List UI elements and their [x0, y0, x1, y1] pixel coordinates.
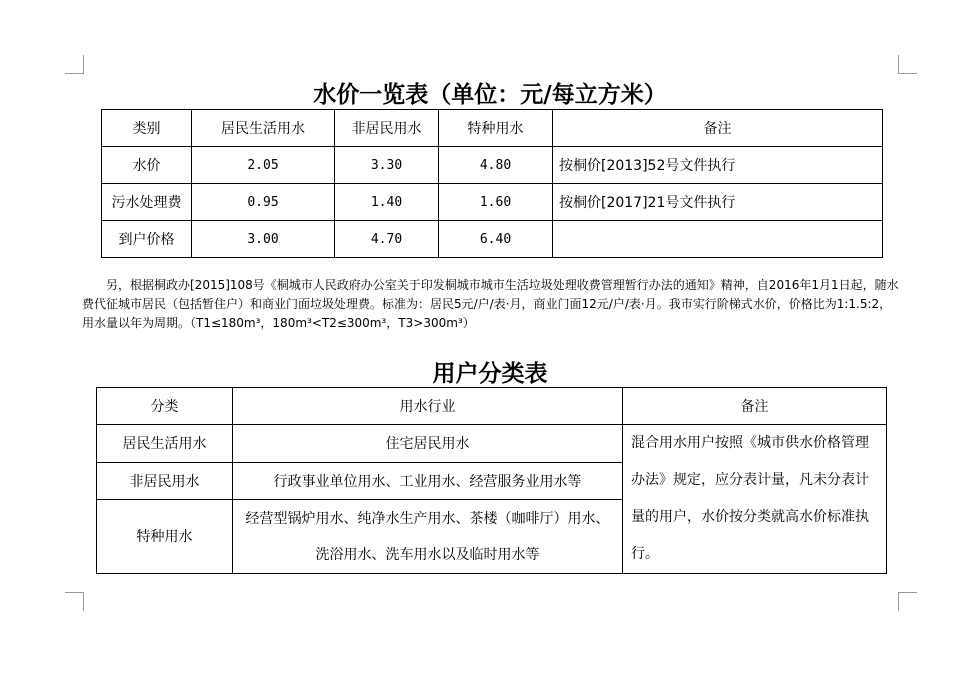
user-classification-title: 用户分类表	[432, 360, 548, 387]
crop-mark-bottom-right	[898, 592, 917, 611]
header-residential: 居民生活用水	[192, 110, 335, 147]
row-label: 居民生活用水	[97, 425, 233, 463]
row-label: 污水处理费	[102, 184, 192, 221]
table-header-row	[102, 110, 883, 147]
cell-remark: 按桐价[2013]52号文件执行	[553, 147, 883, 184]
header-remarks: 备注	[553, 110, 883, 147]
cell-remark: 按桐价[2017]21号文件执行	[553, 184, 883, 221]
header-special: 特种用水	[439, 110, 553, 147]
cell-value: 2.05	[192, 147, 335, 184]
cell-value: 6.40	[439, 221, 553, 258]
cell-value: 1.40	[335, 184, 439, 221]
cell-industry: 经营型锅炉用水、纯净水生产用水、茶楼（咖啡厅）用水、洗浴用水、洗车用水以及临时用水等	[233, 500, 623, 574]
explanatory-paragraph: 另，根据桐政办[2015]108号《桐城市人民政府办公室关于印发桐城市城市生活垃圾处理收费管理暂行办法的通知》精神，自2016年1月1日起，随水费代征城市居民（包括暂住户）和商业门面垃圾处理费。标准为：居民5元/户/表·月，商业门面12元/户/表·月。我市实行阶梯式水价，价格比为1:1.5:2，用水量以年为周期。（T1≤180m³，180m³<T2≤300m³，T3>300m³）	[82, 278, 899, 330]
user-classification-table	[96, 387, 887, 574]
crop-mark-top-left	[65, 55, 84, 74]
header-industry: 用水行业	[233, 388, 623, 425]
crop-mark-top-right	[898, 55, 917, 74]
cell-value: 0.95	[192, 184, 335, 221]
cell-value: 3.00	[192, 221, 335, 258]
cell-value: 1.60	[439, 184, 553, 221]
cell-industry: 行政事业单位用水、工业用水、经营服务业用水等	[233, 462, 623, 500]
table-row	[102, 147, 883, 184]
water-price-table	[101, 109, 883, 258]
row-label: 水价	[102, 147, 192, 184]
cell-industry: 住宅居民用水	[233, 425, 623, 463]
header-non-residential: 非居民用水	[335, 110, 439, 147]
table-row	[97, 425, 887, 463]
cell-remark	[553, 221, 883, 258]
table-header-row	[97, 388, 887, 425]
cell-value: 4.80	[439, 147, 553, 184]
header-category: 类别	[102, 110, 192, 147]
header-remarks: 备注	[623, 388, 887, 425]
table-row	[102, 184, 883, 221]
row-label: 非居民用水	[97, 462, 233, 500]
water-price-table-title: 水价一览表（单位：元/每立方米）	[313, 81, 667, 108]
row-label: 到户价格	[102, 221, 192, 258]
header-classification: 分类	[97, 388, 233, 425]
cell-remark: 混合用水用户按照《城市供水价格管理办法》规定，应分表计量，凡未分表计量的用户，水价按分类就高水价标准执行。	[623, 425, 887, 574]
row-label: 特种用水	[97, 500, 233, 574]
cell-value: 3.30	[335, 147, 439, 184]
crop-mark-bottom-left	[65, 592, 84, 611]
cell-value: 4.70	[335, 221, 439, 258]
table-row	[102, 221, 883, 258]
